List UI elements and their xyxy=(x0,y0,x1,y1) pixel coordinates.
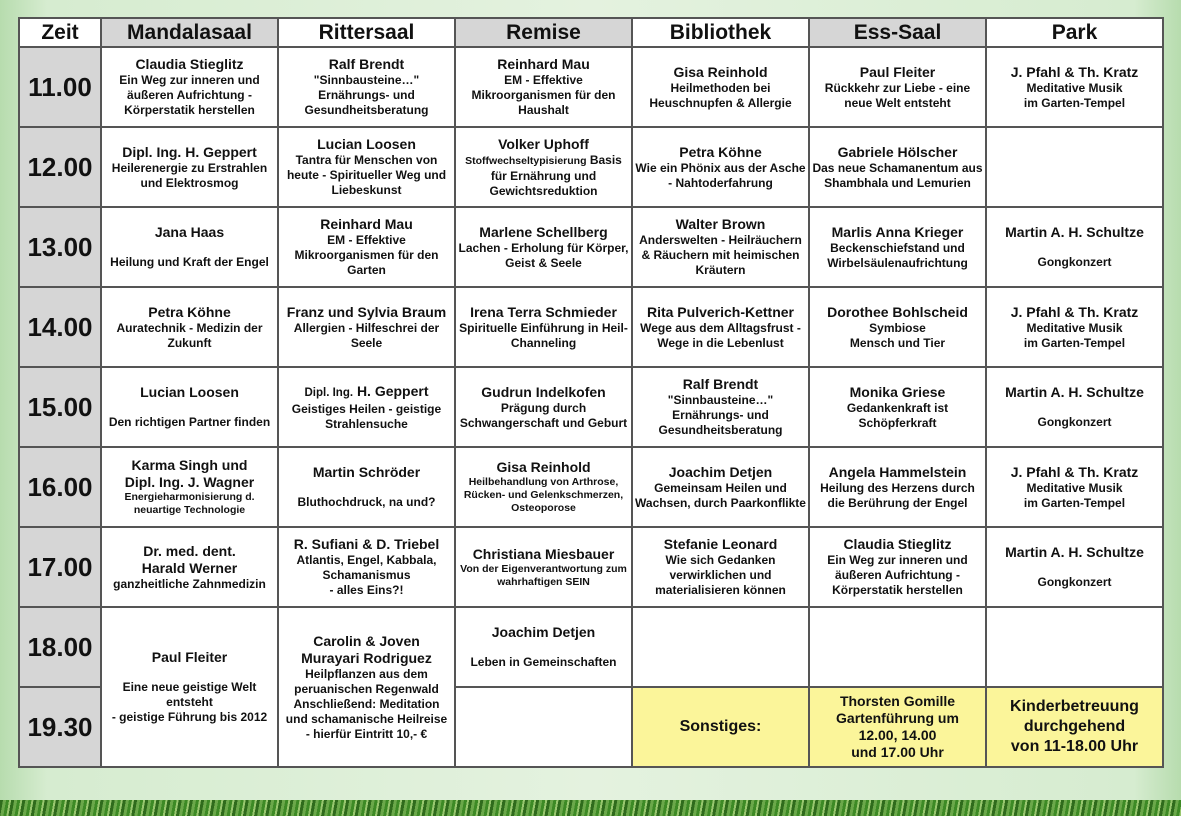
session-title: Auratechnik - Medizin der Zukunft xyxy=(116,320,263,350)
tour-line: und 17.00 Uhr xyxy=(851,744,944,760)
speaker-name: Stefanie Leonard xyxy=(663,536,778,552)
speaker-name: Petra Köhne xyxy=(148,303,231,320)
time-cell: 19.30 xyxy=(19,687,101,767)
session-title: Wie ein Phönix aus der Asche - Nahtoderfahrung xyxy=(635,160,806,190)
schedule-table xyxy=(18,17,1164,768)
session-cell xyxy=(455,447,632,527)
session-cell xyxy=(455,127,632,207)
speaker-name: Christiana Miesbauer xyxy=(472,545,615,562)
speaker-name: Martin Schröder xyxy=(312,464,421,480)
speaker-name: Joachim Detjen xyxy=(668,463,773,480)
speaker-surname: H. Geppert xyxy=(356,382,429,399)
session-title: Heilbehandlung von Arthrose, Rücken- und Gelenkschmerzen, Osteoporose xyxy=(463,476,624,514)
speaker-name: Monika Griese xyxy=(849,383,946,400)
speaker-name: Gisa Reinhold xyxy=(673,63,768,80)
garden-tour-cell xyxy=(809,687,986,767)
childcare-line: von 11-18.00 Uhr xyxy=(1010,738,1139,755)
session-cell xyxy=(809,447,986,527)
time-cell: 13.00 xyxy=(19,207,101,287)
time-cell: 16.00 xyxy=(19,447,101,527)
session-cell xyxy=(101,527,278,607)
speaker-name: Paul Fleiter xyxy=(859,63,936,80)
session-title: Heilpflanzen aus dem peruanischen Regenwald xyxy=(294,666,439,696)
session-title xyxy=(458,153,629,199)
session-cell xyxy=(986,207,1163,287)
session-title: Beckenschiefstand und Wirbelsäulenaufrichtung xyxy=(827,240,968,270)
session-title: Anschließend: Meditation und schamanische Heilreise xyxy=(285,696,448,726)
session-title: Lachen - Erholung für Körper, Geist & Seele xyxy=(458,240,629,270)
speaker-name: Gisa Reinhold xyxy=(496,459,591,475)
session-cell xyxy=(809,527,986,607)
tour-line: Gartenführung um xyxy=(836,710,959,726)
session-title: Heilung des Herzens durch die Berührung der Engel xyxy=(820,480,975,510)
session-cell xyxy=(101,127,278,207)
header-zeit: Zeit xyxy=(19,18,101,47)
session-cell xyxy=(809,47,986,127)
speaker-name: Jana Haas xyxy=(154,224,225,240)
speaker-name: Lucian Loosen xyxy=(317,136,416,152)
speaker-name: R. Sufiani & D. Triebel xyxy=(293,536,440,552)
speaker-name: Volker Uphoff xyxy=(498,135,589,152)
session-title: Wie sich Gedanken verwirklichen und materialisieren können xyxy=(655,553,786,597)
speaker-name: Gudrun Indelkofen xyxy=(481,383,606,400)
session-title: Gongkonzert xyxy=(1037,575,1112,589)
header-bibliothek: Bibliothek xyxy=(632,18,809,47)
speaker-name: Carolin & Joven xyxy=(313,632,420,649)
session-title: EM - Effektive Mikroorganismen für den Haushalt xyxy=(471,73,616,117)
session-title: ganzheitliche Zahnmedizin xyxy=(113,576,266,591)
speaker-name: Irena Terra Schmieder xyxy=(470,303,617,320)
session-title: Ein Weg zur inneren und äußeren Aufrichtung - Körperstatik herstellen xyxy=(827,553,968,597)
session-title: Mensch und Tier xyxy=(849,335,946,350)
session-title: Eine neue geistige Welt entsteht xyxy=(122,680,257,709)
session-title: Gemeinsam Heilen und Wachsen, durch Paarkonflikte xyxy=(635,480,806,510)
session-title: Den richtigen Partner finden xyxy=(108,415,271,429)
table-row xyxy=(19,527,1163,607)
session-cell xyxy=(455,527,632,607)
time-cell: 17.00 xyxy=(19,527,101,607)
session-cell xyxy=(278,207,455,287)
session-title: Bluthochdruck, na und? xyxy=(297,495,436,509)
session-title: Ein Weg zur inneren und äußeren Aufrichtung - Körperstatik herstellen xyxy=(119,73,260,117)
table-row xyxy=(19,287,1163,367)
session-cell xyxy=(278,47,455,127)
session-title: - alles Eins?! xyxy=(329,583,404,597)
session-title: im Garten-Tempel xyxy=(1023,95,1126,110)
session-cell xyxy=(986,47,1163,127)
speaker-name: Angela Hammelstein xyxy=(828,463,967,480)
speaker-name: Thorsten Gomille xyxy=(839,693,956,709)
session-title-rest: Basis für Ernährung und Gewichtsreduktion xyxy=(489,152,622,198)
session-title: Meditative Musik xyxy=(1026,80,1123,95)
speaker-name: Lucian Loosen xyxy=(140,384,239,400)
speaker-name: Dipl. Ing. J. Wagner xyxy=(124,474,255,490)
table-row xyxy=(19,207,1163,287)
session-cell xyxy=(455,207,632,287)
speaker-name: J. Pfahl & Th. Kratz xyxy=(1010,463,1139,480)
session-cell xyxy=(986,527,1163,607)
session-title: - geistige Führung bis 2012 xyxy=(111,710,268,724)
session-title: Heilmethoden bei Heuschnupfen & Allergie xyxy=(649,80,792,110)
speaker-name: Claudia Stieglitz xyxy=(135,56,244,72)
grass-strip xyxy=(0,800,1181,816)
speaker-name xyxy=(281,383,452,402)
session-cell xyxy=(101,607,278,767)
table-row xyxy=(19,367,1163,447)
header-mandalasaal: Mandalasaal xyxy=(101,18,278,47)
speaker-name: Martin A. H. Schultze xyxy=(1005,224,1144,240)
session-cell xyxy=(278,447,455,527)
speaker-name: Martin A. H. Schultze xyxy=(1005,384,1144,400)
speaker-name: Martin A. H. Schultze xyxy=(1005,544,1144,560)
session-title: - hierfür Eintritt 10,- € xyxy=(305,726,428,741)
session-title: Tantra für Menschen von heute - Spiritueller Weg und Liebeskunst xyxy=(286,153,447,197)
time-cell: 15.00 xyxy=(19,367,101,447)
speaker-name: Murayari Rodriguez xyxy=(301,649,432,666)
speaker-title: Dipl. Ing. xyxy=(304,386,354,399)
session-cell xyxy=(809,207,986,287)
session-cell xyxy=(809,287,986,367)
session-cell xyxy=(101,207,278,287)
session-title: Leben in Gemeinschaften xyxy=(470,655,617,669)
session-title: Symbiose xyxy=(869,320,926,335)
session-cell xyxy=(632,367,809,447)
speaker-name: Ralf Brendt xyxy=(328,56,405,72)
speaker-name: Dipl. Ing. H. Geppert xyxy=(122,143,257,160)
empty-cell xyxy=(809,607,986,687)
session-title-small: Stoffwechseltypisierung xyxy=(465,154,587,167)
speaker-name: Franz und Sylvia Braum xyxy=(286,303,447,320)
speaker-name: Dorothee Bohlscheid xyxy=(827,303,968,320)
session-title: Anderswelten - Heilräuchern & Räuchern mit heimischen Kräutern xyxy=(639,233,802,277)
header-ess-saal: Ess-Saal xyxy=(809,18,986,47)
childcare-line: Kinderbetreuung xyxy=(1010,698,1139,715)
empty-cell xyxy=(986,127,1163,207)
session-cell xyxy=(986,447,1163,527)
tour-line: 12.00, 14.00 xyxy=(858,727,937,743)
header-remise: Remise xyxy=(455,18,632,47)
session-title: Gongkonzert xyxy=(1037,255,1112,269)
table-row xyxy=(19,47,1163,127)
session-cell xyxy=(101,47,278,127)
speaker-name: Reinhard Mau xyxy=(320,216,413,232)
session-title: Energieharmonisierung d. neuartige Technologie xyxy=(124,491,255,516)
table-row xyxy=(19,127,1163,207)
empty-cell xyxy=(455,687,632,767)
session-cell xyxy=(986,287,1163,367)
session-cell xyxy=(632,207,809,287)
speaker-name: Claudia Stieglitz xyxy=(843,536,952,552)
speaker-name: Marlene Schellberg xyxy=(479,223,608,240)
time-cell: 12.00 xyxy=(19,127,101,207)
session-title: Meditative Musik xyxy=(1026,480,1123,495)
session-cell xyxy=(455,607,632,687)
speaker-name: Marlis Anna Krieger xyxy=(831,223,964,240)
session-cell xyxy=(632,287,809,367)
time-cell: 18.00 xyxy=(19,607,101,687)
session-cell xyxy=(278,607,455,767)
speaker-name: Harald Werner xyxy=(141,559,238,576)
session-title: Meditative Musik xyxy=(1026,320,1123,335)
session-title: Von der Eigenverantwortung zum wahrhaftigen SEIN xyxy=(460,562,627,588)
table-row xyxy=(19,447,1163,527)
session-title: Heilerenergie zu Erstrahlen und Elektrosmog xyxy=(111,160,268,190)
session-title: Spirituelle Einführung in Heil-Channeling xyxy=(459,320,628,350)
session-title: Rückkehr zur Liebe - eine neue Welt entsteht xyxy=(824,80,971,110)
session-title: Ernährungs- und Gesundheitsberatung xyxy=(658,408,783,437)
session-cell xyxy=(632,447,809,527)
session-cell xyxy=(809,367,986,447)
session-title: "Sinnbausteine…" xyxy=(667,393,774,407)
session-title: Wege aus dem Alltagsfrust - Wege in die Lebenlust xyxy=(640,320,801,350)
session-cell xyxy=(632,47,809,127)
session-cell xyxy=(455,367,632,447)
speaker-name: J. Pfahl & Th. Kratz xyxy=(1010,63,1139,80)
speaker-name: Joachim Detjen xyxy=(491,624,596,640)
session-cell xyxy=(278,127,455,207)
header-rittersaal: Rittersaal xyxy=(278,18,455,47)
time-cell: 11.00 xyxy=(19,47,101,127)
session-title: Allergien - Hilfeschrei der Seele xyxy=(293,320,440,350)
session-title: Gongkonzert xyxy=(1037,415,1112,429)
session-cell xyxy=(278,367,455,447)
empty-cell xyxy=(632,607,809,687)
session-title: Ernährungs- und Gesundheitsberatung xyxy=(304,88,429,117)
time-cell: 14.00 xyxy=(19,287,101,367)
session-cell xyxy=(101,287,278,367)
session-title: Gedankenkraft ist Schöpferkraft xyxy=(846,400,949,430)
session-title: EM - Effektive Mikroorganismen für den Garten xyxy=(294,233,439,277)
session-cell xyxy=(278,527,455,607)
speaker-name: Rita Pulverich-Kettner xyxy=(646,303,795,320)
session-cell xyxy=(632,527,809,607)
sonstiges-label: Sonstiges: xyxy=(632,687,809,767)
session-cell xyxy=(809,127,986,207)
session-title: Heilung und Kraft der Engel xyxy=(110,255,269,269)
session-title: "Sinnbausteine…" xyxy=(313,73,420,87)
speaker-name: Gabriele Hölscher xyxy=(837,143,958,160)
speaker-name: Paul Fleiter xyxy=(151,649,228,665)
speaker-name: Dr. med. dent. xyxy=(143,542,236,559)
speaker-name: Karma Singh und xyxy=(131,457,248,473)
childcare-cell xyxy=(986,687,1163,767)
session-title: im Garten-Tempel xyxy=(1023,335,1126,350)
session-title: Atlantis, Engel, Kabbala, Schamanismus xyxy=(296,553,437,582)
session-cell xyxy=(632,127,809,207)
session-cell xyxy=(455,47,632,127)
header-park: Park xyxy=(986,18,1163,47)
table-row xyxy=(19,607,1163,687)
speaker-name: Walter Brown xyxy=(675,216,766,232)
session-title: Prägung durch Schwangerschaft und Geburt xyxy=(459,400,628,430)
session-cell xyxy=(278,287,455,367)
session-title: Das neue Schamanentum aus Shambhala und Lemurien xyxy=(812,160,983,190)
empty-cell xyxy=(986,607,1163,687)
speaker-name: Reinhard Mau xyxy=(497,56,590,72)
session-title: im Garten-Tempel xyxy=(1023,495,1126,510)
childcare-line: durchgehend xyxy=(1023,718,1126,735)
session-cell xyxy=(101,367,278,447)
session-cell xyxy=(101,447,278,527)
session-cell xyxy=(455,287,632,367)
session-title: Geistiges Heilen - geistige Strahlensuche xyxy=(291,401,442,431)
session-cell xyxy=(986,367,1163,447)
speaker-name: Ralf Brendt xyxy=(682,376,759,392)
speaker-name: Petra Köhne xyxy=(679,143,762,160)
speaker-name: J. Pfahl & Th. Kratz xyxy=(1010,303,1139,320)
